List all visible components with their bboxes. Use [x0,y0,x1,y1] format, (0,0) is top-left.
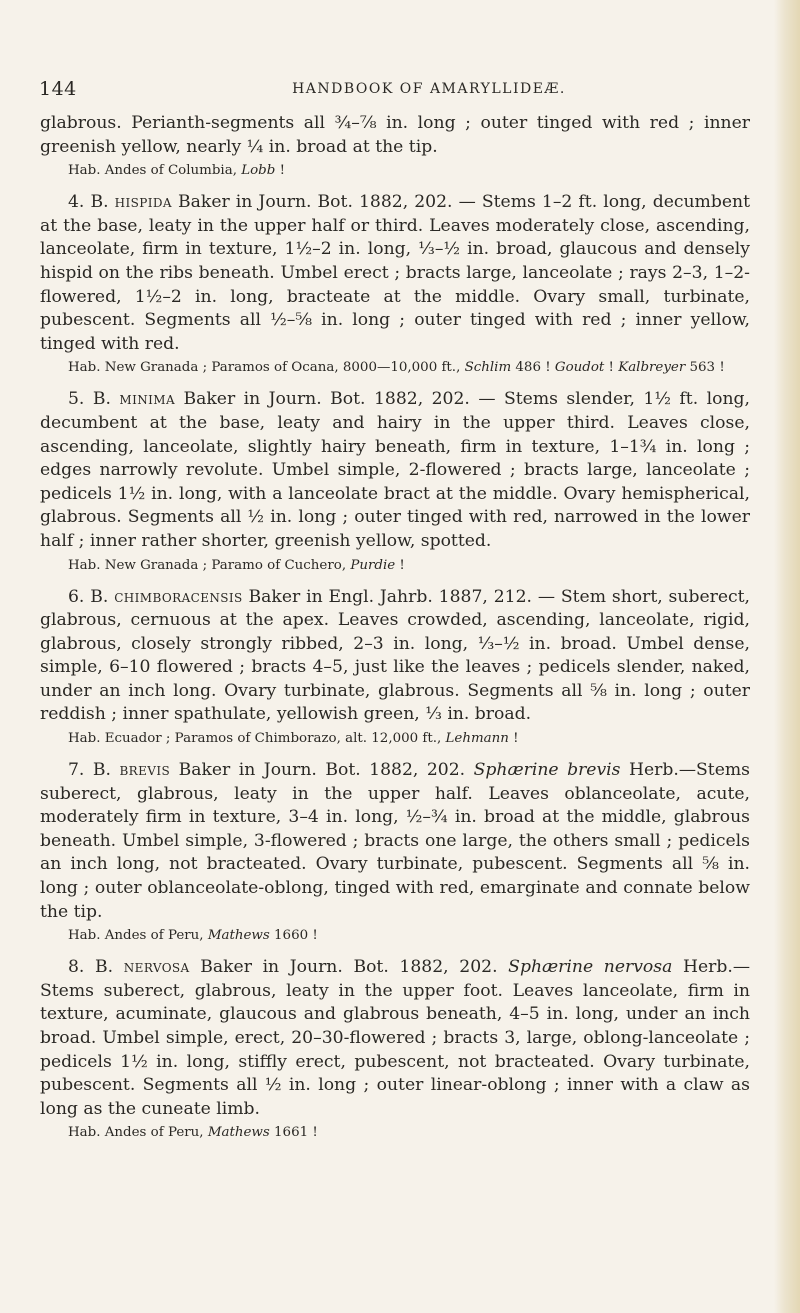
continued-paragraph: glabrous. Perianth-segments all ¾–⅞ in. long ; outer tinged with red ; inner greenish yellow, nearly ¼ in. broad at the tip. [40,113,750,157]
page-number: 144 [39,78,77,100]
habitat-line: Hab. Andes of Peru, Mathews 1660 ! [68,928,318,944]
habitat-line: Hab. Andes of Peru, Mathews 1661 ! [68,1125,318,1141]
species-entry-nervosa: 8. B. nervosa Baker in Journ. Bot. 1882, 202. Sphærine nervosa Herb.— Stems suberect, glabrous, leaty in the upper foot. Leaves lanceolate, firm in texture, acuminate, glaucous and glabrous beneath, 4–5 in. long, under an inch broad. Umbel simple, erect, 20–30-flowered ; bracts 3, large, oblong-lanceolate ; pedicels 1½ in. long, stiffly erect, pubescent, not bracteated. Ovary turbinate, pubescent. Segments all ½ in. long ; outer linear-oblong ; inner with a claw as long as the cuneate limb. [40,957,751,1119]
species-entry-minima: 5. B. minima Baker in Journ. Bot. 1882, 202. — Stems slender, 1½ ft. long, decumbent at the base, leaty and hairy in the upper third. Leaves close, ascending, lanceolate, slightly hairy beneath, firm in texture, 1–1¾ in. long ; edges narrowly revolute. Umbel simple, 2-flowered ; bracts large, lanceolate ; pedicels 1½ in. long, with a lanceolate bract at the middle. Ovary hemispherical, glabrous. Segments all ½ in. long ; outer tinged with red, narrowed in the lower half ; inner rather shorter, greenish yellow, spotted. [40,389,750,551]
species-name: brevis [119,760,171,781]
synonym: Sphærine brevis [473,760,621,781]
page-body [40,112,750,1143]
synonym: Sphærine nervosa [508,957,673,978]
running-head: HANDBOOK OF AMARYLLIDEÆ. [292,81,566,97]
species-entry-chimboracensis: 6. B. chimboracensis Baker in Engl. Jahrb. 1887, 212. — Stem short, suberect, glabrous, cernuous at the apex. Leaves crowded, ascending, lanceolate, rigid, glabrous, closely strongly ribbed, 2–3 in. long, ⅓–½ in. broad. Umbel dense, simple, 6–10 flowered ; bracts 4–5, just like the leaves ; pedicels slender, naked, under an inch long. Ovary turbinate, glabrous. Segments all ⅝ in. long ; outer reddish ; inner spathulate, yellowish green, ⅓ in. broad. [40,586,750,725]
species-entry-brevis: 7. B. brevis Baker in Journ. Bot. 1882, 202. Sphærine brevis Herb.—Stems suberect, glabrous, leaty in the upper half. Leaves oblanceolate, acute, moderately firm in texture, 3–4 in. long, ½–¾ in. broad at the middle, glabrous beneath. Umbel simple, 3-flowered ; bracts one large, the others small ; pedicels an inch long, not bracteated. Ovary turbinate, pubescent. Segments all ⅝ in. long ; outer oblanceolate-oblong, tinged with red, emarginate and connate below the tip. [40,760,750,922]
habitat-line: Hab. Andes of Columbia, Lobb ! [68,163,285,179]
page-edge-shadow [774,0,800,1313]
habitat-line: Hab. New Granada ; Paramos of Ocana, 8000—10,000 ft., Schlim 486 ! Goudot ! Kalbreyer 563 ! [68,360,725,376]
habitat-line: Hab. New Granada ; Paramo of Cuchero, Purdie ! [68,557,405,573]
species-name: nervosa [123,957,190,978]
habitat-line: Hab. Ecuador ; Paramos of Chimborazo, alt. 12,000 ft., Lehmann ! [68,731,519,747]
species-name: chimboracensis [114,586,243,607]
species-name: hispida [114,192,172,213]
species-name: minima [119,389,176,410]
page-header [0,78,800,104]
species-entry-hispida: 4. B. hispida Baker in Journ. Bot. 1882, 202. — Stems 1–2 ft. long, decumbent at the base, leaty in the upper half or third. Leaves moderately close, ascending, lanceolate, firm in texture, 1½–2 in. long, ⅓–½ in. broad, glaucous and densely hispid on the ribs beneath. Umbel erect ; bracts large, lanceolate ; rays 2–3, 1–2-flowered, 1½–2 in. long, bracteate at the middle. Ovary small, turbinate, pubescent. Segments all ½–⅝ in. long ; outer tinged with red ; inner yellow, tinged with red. [40,192,751,354]
